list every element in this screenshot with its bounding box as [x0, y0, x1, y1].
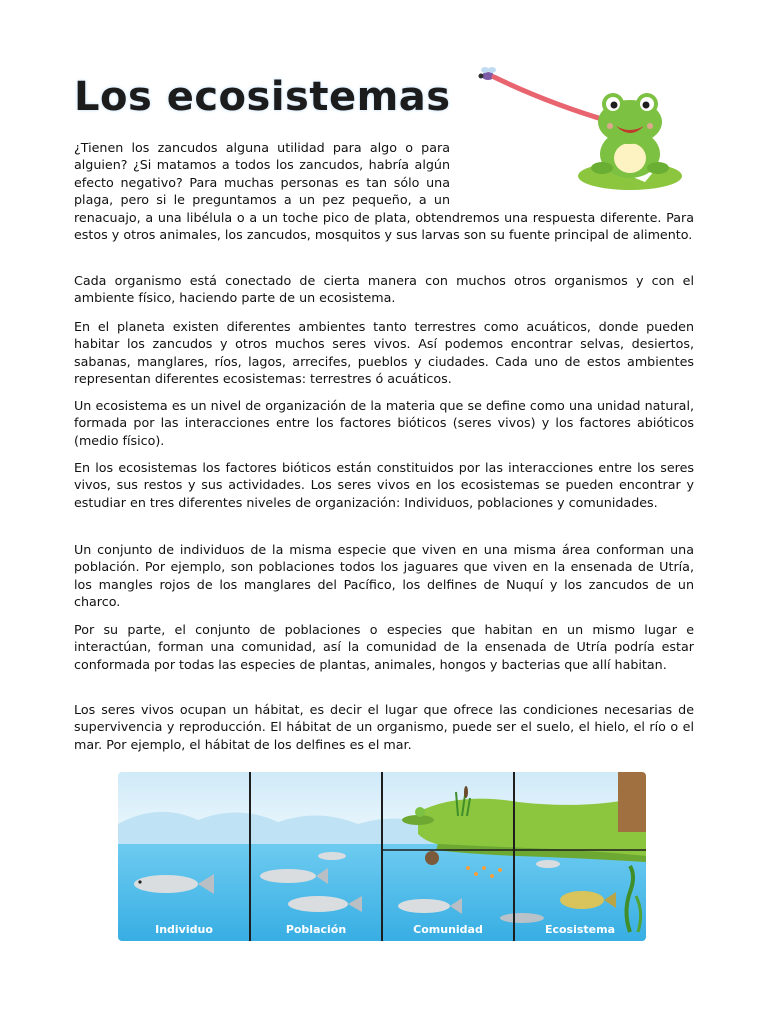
panel-label-poblacion: Población	[285, 923, 347, 936]
paragraph: En los ecosistemas los factores bióticos están constituidos por las interacciones entre los seres vivos, sus restos y sus actividades. Los seres vivos en los ecosistemas se pueden encontrar y estudiar en tres diferentes niveles de organización: Individuos, poblaciones y comunidades.	[74, 460, 694, 510]
paragraph: Por su parte, el conjunto de poblaciones o especies que habitan en un mismo lugar e interactúan, forman una comunidad, así la comunidad de la ensenada de Utría podría estar conformada por todas las especies de plantas, animales, hongos y bacterias que allí habitan.	[74, 622, 694, 672]
ecosystem-levels-diagram	[118, 772, 646, 941]
paragraph-intro: ¿Tienen los zancudos alguna utilidad para algo o para alguien? ¿Si matamos a todos los zancudos, habría algún efecto negativo? Para muchas personas es tan sólo una plaga, pero si le preguntamos a un pez pequeño, a un renacuajo, a una libélula o a un toche pico de plata, obtendremos una respuesta diferente. Para estos y otros animales, los zancudos, mosquitos y sus larvas son su fuente principal de alimento.	[74, 140, 694, 243]
panel-label-comunidad: Comunidad	[413, 923, 483, 936]
paragraph: Cada organismo está conectado de cierta manera con muchos otros organismos y con el ambiente físico, haciendo parte de un ecosistema.	[74, 273, 694, 306]
panel-label-individuo: Individuo	[155, 923, 213, 936]
paragraph: Los seres vivos ocupan un hábitat, es decir el lugar que ofrece las condiciones necesarias de supervivencia y reproducción. El hábitat de un organismo, puede ser el suelo, el hielo, el río o el mar. Por ejemplo, el hábitat de los delfines es el mar.	[74, 702, 694, 752]
paragraph: Un conjunto de individuos de la misma especie que viven en una misma área conforman una población. Por ejemplo, son poblaciones todos los jaguares que viven en la ensenada de Utría, los mangles rojos de los manglares del Pacífico, los delfines de Nuquí y los zancudos de un charco.	[74, 542, 694, 610]
paragraph: En el planeta existen diferentes ambientes tanto terrestres como acuáticos, donde pueden habitar los zancudos y otros muchos seres vivos. Así podemos encontrar selvas, desiertos, sabanas, manglares, ríos, lagos, arrecifes, pueblos y ciudades. Cada uno de estos ambientes representan diferentes ecosistemas: terrestres ó acuáticos.	[74, 319, 694, 387]
page-title: Los ecosistemas	[74, 74, 451, 120]
paragraph: Un ecosistema es un nivel de organización de la materia que se define como una unidad natural, formada por las interacciones entre los factores bióticos (seres vivos) y los factores abióticos (medio físico).	[74, 398, 694, 448]
panel-label-ecosistema: Ecosistema	[544, 923, 616, 936]
